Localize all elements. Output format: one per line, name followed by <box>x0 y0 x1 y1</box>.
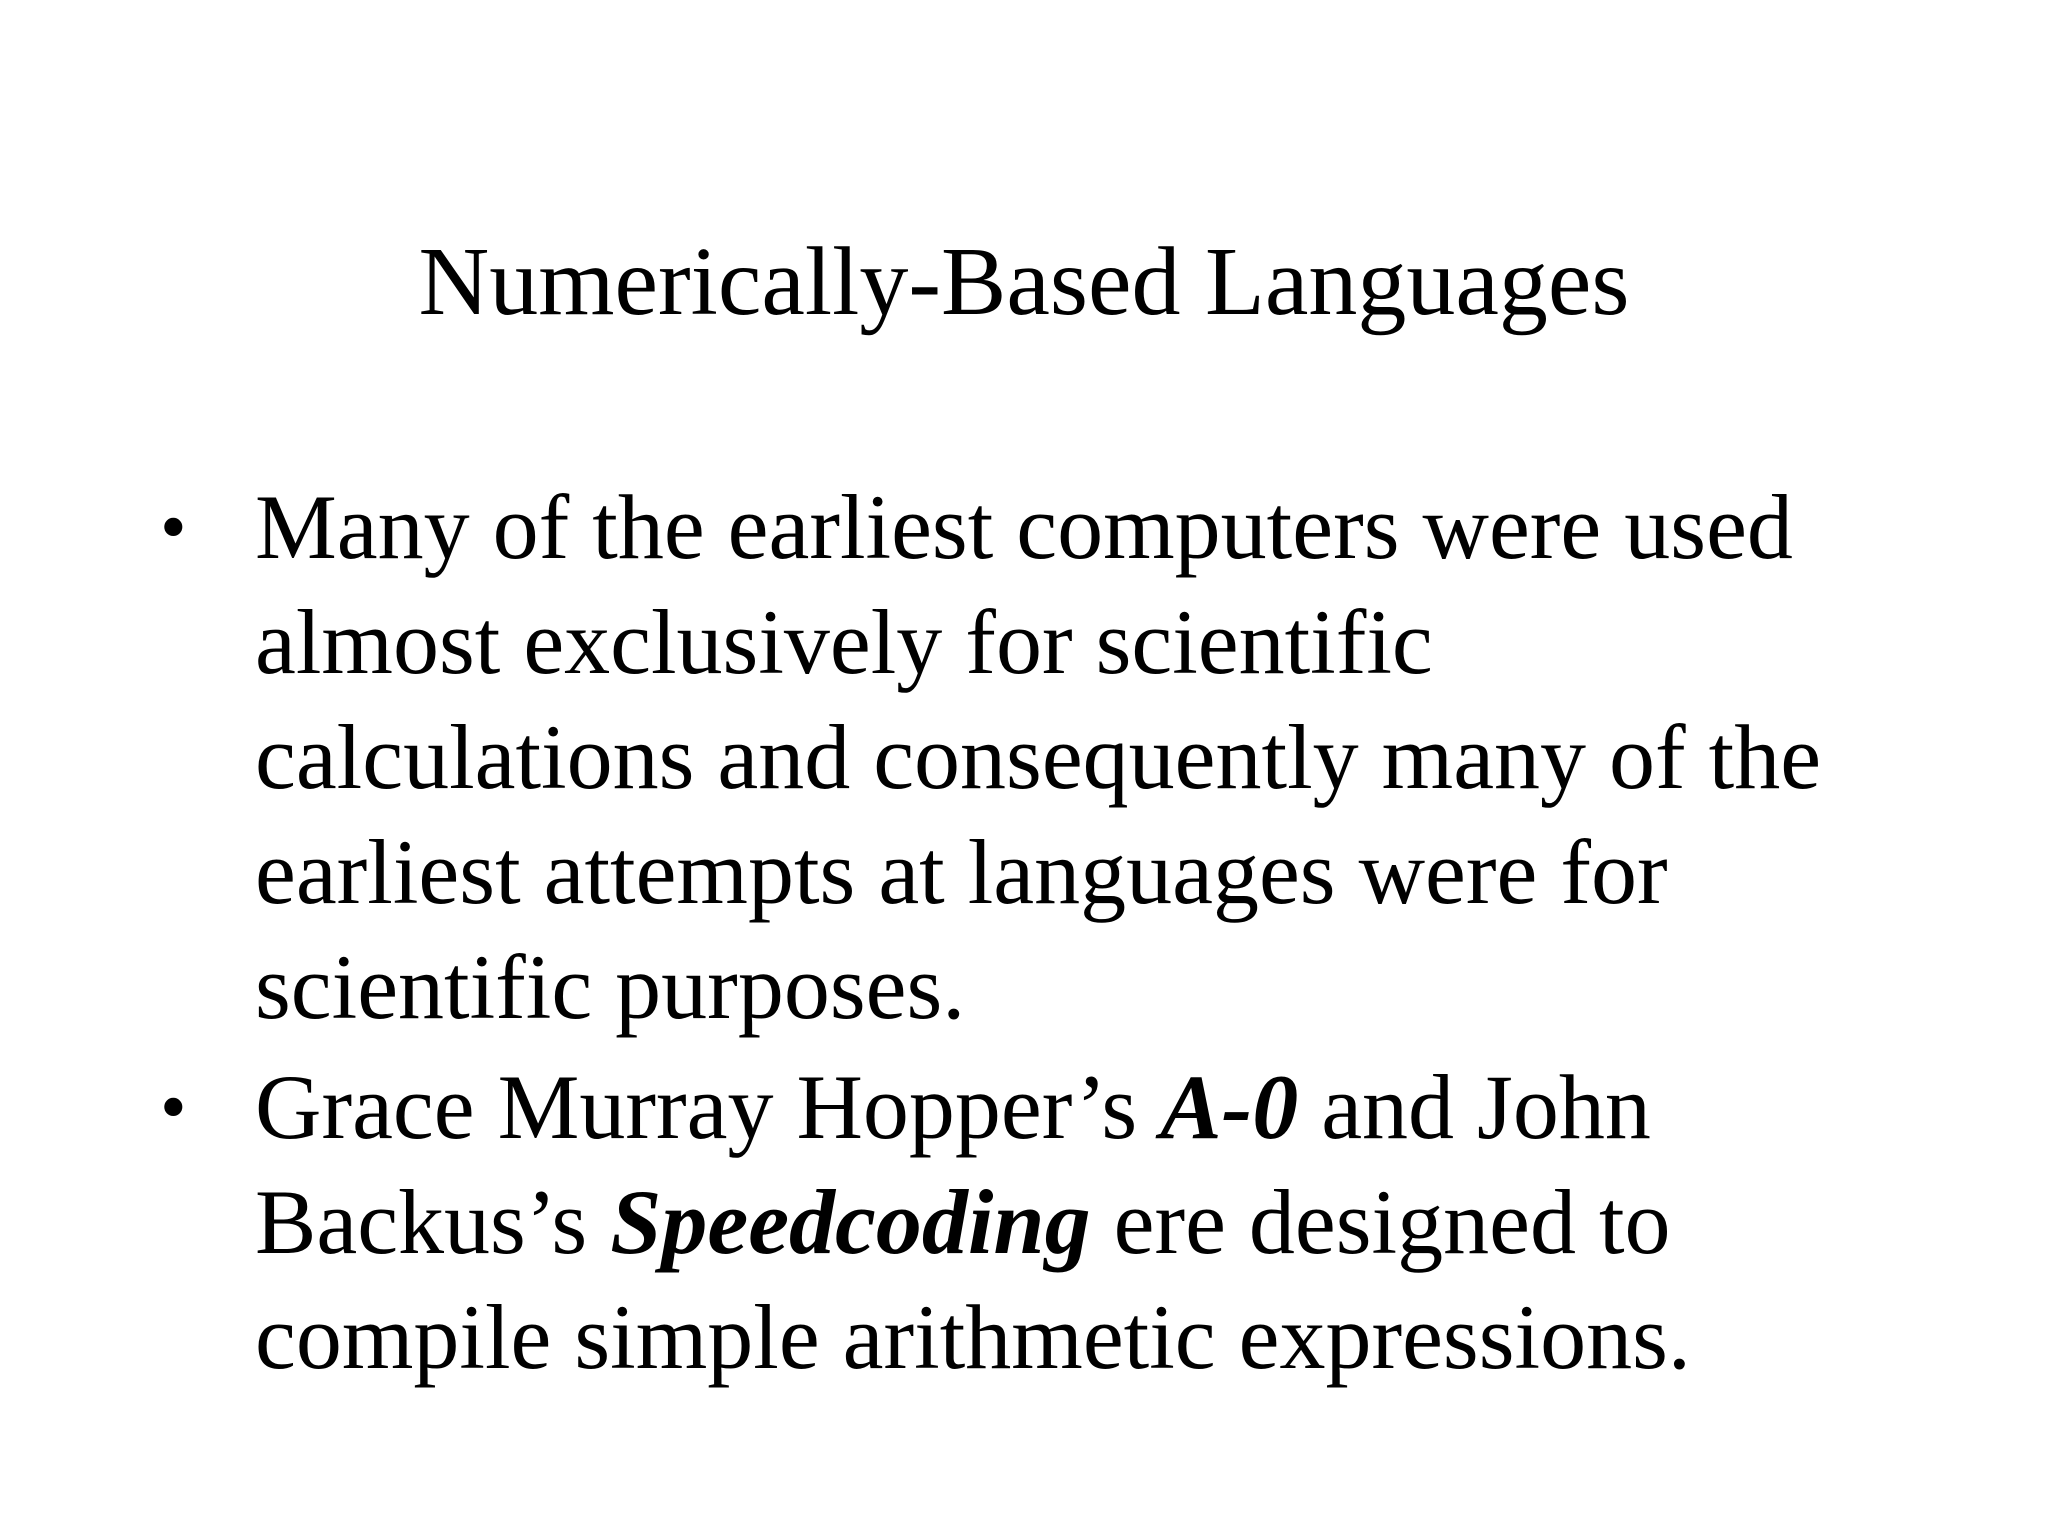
bullet-icon: • <box>160 1065 187 1149</box>
emphasized-language-name: Speedcoding <box>610 1171 1091 1273</box>
bullet-text-part: and John Backus’s <box>255 1056 1651 1273</box>
emphasized-language-name: A-0 <box>1160 1056 1299 1158</box>
bullet-item-1 <box>160 470 1855 1045</box>
bullet-icon: • <box>160 485 187 569</box>
slide-title: Numerically-Based Languages <box>418 228 1630 336</box>
bullet-list <box>160 470 1855 1400</box>
bullet-text-part: Grace Murray Hopper’s <box>255 1056 1161 1158</box>
bullet-text: Many of the earliest computers were used almost exclusively for scientific calculations and consequently many of the earliest attempts at languages were for scientific purposes. <box>255 476 1822 1038</box>
bullet-text-part: ere designed to compile simple arithmetic expressions. <box>255 1171 1691 1388</box>
bullet-item-2 <box>160 1050 1855 1395</box>
